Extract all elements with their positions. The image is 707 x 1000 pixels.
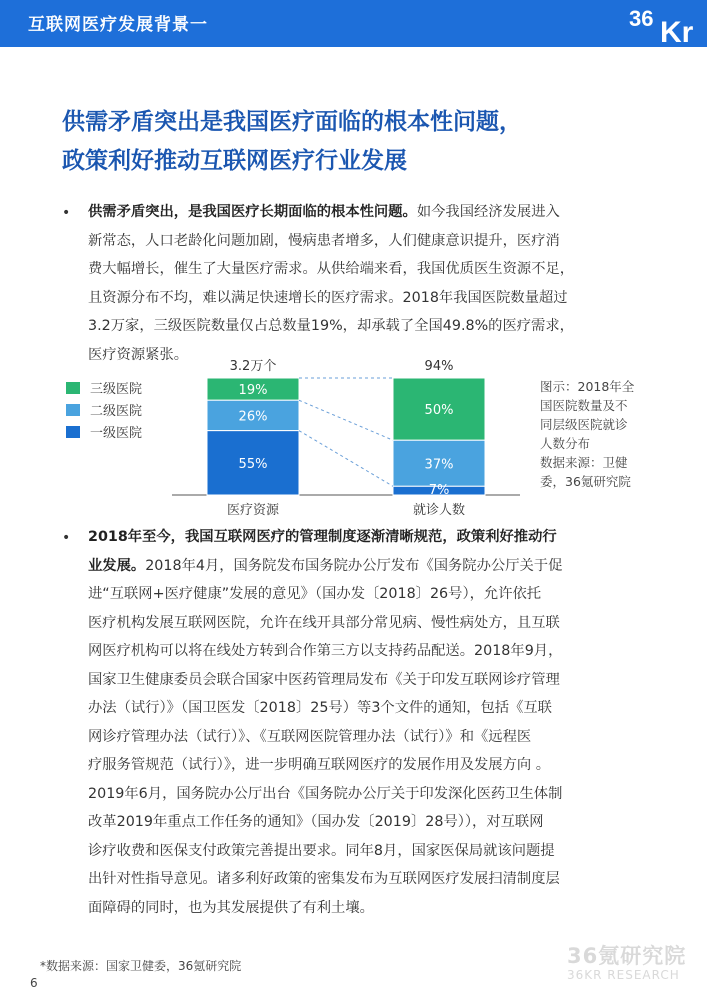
bar-value-label-2-2: 37% [424,457,454,473]
section-1-line: 3.2万家，三级医院数量仅占总数量19%，却承载了全国49.8%的医疗需求， [88,318,574,334]
page-title-line-2: 政策利好推动互联网医疗行业发展 [62,148,407,174]
caption-line: 国医院数量及不 [540,398,628,413]
watermark-36kr-research-cn: 36氪研究院 [567,944,687,968]
section-2-line-1 [88,523,660,552]
section-1-paragraph [88,198,660,369]
footnote-source: *数据来源：国家卫健委，36氪研究院 [40,959,242,973]
bullet-2: • [62,530,71,546]
legend-swatch-3 [66,426,80,438]
header-bar [0,0,707,47]
section-1-line: 医疗资源紧张。 [88,346,189,363]
section-2-line: 进“互联网+医疗健康”发展的意见》（国办发〔2018〕26号），允许依托 [88,586,542,602]
bar-value-label-1-2: 26% [238,409,268,425]
legend-swatch-1 [66,382,80,394]
bar-total-label-2: 94% [424,359,454,374]
section-1-line-1 [88,198,660,227]
section-2-line-2 [88,552,660,581]
section-2-lead-end: 业发展。 [88,557,146,574]
caption-line: 委，36氪研究院 [540,474,631,489]
section-2-line: 改革2019年重点工作任务的通知》（国办发〔2019〕28号）），对互联网 [88,814,544,830]
chart-caption [540,377,655,491]
section-1-line: 新常态，人口老龄化问题加剧，慢病患者增多，人们健康意识提升，医疗消 [88,232,560,249]
watermark-36kr-research-en: 36KR RESEARCH [567,968,680,982]
36kr-logo [627,0,697,47]
bullet-1: • [62,205,71,221]
connector-line-3 [299,431,393,487]
bar-value-label-1-3: 55% [238,456,268,472]
bar-value-label-2-3: 7% [428,483,450,498]
page-title [62,103,682,181]
section-2-lead: 2018年至今，我国互联网医疗的管理制度逐渐清晰规范，政策利好推动行 [88,529,557,545]
page-number: 6 [30,976,38,990]
caption-line: 同层级医院就诊 [540,417,628,432]
section-2-line: 网医疗机构可以将在线处方转到合作第三方以支持药品配送。2018年9月， [88,643,563,659]
page-title-line-1: 供需矛盾突出是我国医疗面临的根本性问题， [62,109,522,135]
section-1-lead: 供需矛盾突出，是我国医疗长期面临的根本性问题。 [88,204,417,220]
bar-total-label-1: 3.2万个 [229,359,277,374]
svg-text:Kr: Kr [660,16,694,47]
section-1-line-1-rest: 如今我国经济发展进入 [416,204,560,220]
caption-line: 人数分布 [540,436,591,451]
section-2-line: 办法（试行）》（国卫医发〔2018〕25号）等3个文件的通知，包括《互联 [88,700,552,716]
connector-line-2 [299,400,393,440]
section-2-line: 医疗机构发展互联网医院，允许在线开具部分常见病、慢性病处方，且互联 [88,614,560,631]
caption-line: 图示：2018年全 [540,379,635,394]
legend-label-2: 二级医院 [90,404,143,419]
svg-text:36: 36 [629,6,654,31]
section-1-line: 且资源分布不均，难以满足快速增长的医疗需求。2018年我国医院数量超过 [88,289,568,306]
section-2-line: 疗服务管规范（试行）》，进一步明确互联网医疗的发展作用及发展方向 。 [88,757,551,773]
header-title: 互联网医疗发展背景一 [28,15,208,35]
bar-value-label-1-1: 19% [238,383,268,399]
legend-label-3: 一级医院 [90,426,143,441]
section-2-paragraph [88,523,660,922]
section-2-line: 出针对性指导意见。诸多利好政策的密集发布为互联网医疗发展扫清制度层 [88,871,560,887]
section-2-line-2-rest: 2018年4月，国务院发布国务院办公厅发布《国务院办公厅关于促 [145,557,563,574]
category-label-1: 医疗资源 [226,503,280,518]
bar-value-label-2-1: 50% [424,403,454,419]
section-2-line: 国家卫生健康委员会联合国家中医药管理局发布《关于印发互联网诊疗管理 [88,671,560,688]
section-1-line: 费大幅增长，催生了大量医疗需求。从供给端来看，我国优质医生资源不足， [88,261,575,277]
category-label-2: 就诊人数 [412,503,466,518]
section-2-line: 网诊疗管理办法（试行）》、《互联网医院管理办法（试行）》和《远程医 [88,728,532,745]
section-2-line: 诊疗收费和医保支付政策完善提出要求。同年8月，国家医保局就该问题提 [88,842,555,859]
section-2-line: 面障碍的同时，也为其发展提供了有利土壤。 [88,899,374,916]
legend-label-1: 三级医院 [90,382,143,397]
section-2-line: 2019年6月，国务院办公厅出台《国务院办公厅关于印发深化医药卫生体制 [88,785,563,802]
legend-swatch-2 [66,404,80,416]
caption-line: 数据来源：卫健 [540,455,628,470]
